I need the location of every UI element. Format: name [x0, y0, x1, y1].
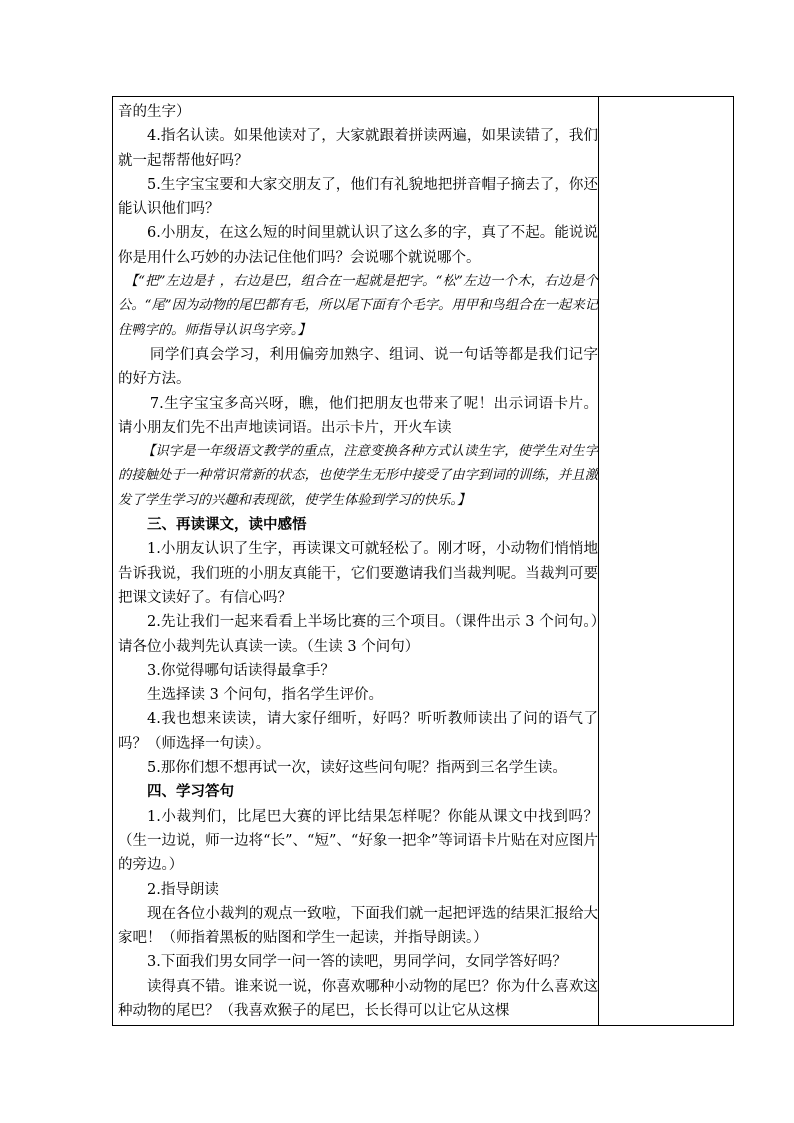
teaching-note-1: 【“把”左边是扌，右边是巴，组合在一起就是把字。“松”左边一个木，右边是个公。“尾”因为动物的尾巴都有毛，所以尾下面有个毛字。用甲和鸟组合在一起来记住鸭字的。师指导认识鸟字旁。】 — [118, 274, 598, 338]
paragraph-14: 2.指导朗读 — [147, 881, 219, 898]
teaching-note-2: 【识字是一年级语文教学的重点，注意变换各种方式认读生字，使学生对生字的接触处于一种常识常新的状态，也使学生无形中接受了由字到词的训练，并且激发了学生学习的兴趣和表现欲，使学生体验到学习的快乐。】 — [118, 444, 598, 508]
paragraph-2: 4.指名认读。如果他读对了，大家就跟着拼读两遍，如果读错了，我们就一起帮帮他好吗？ — [118, 128, 598, 169]
paragraph-3: 5.生字宝宝要和大家交朋友了，他们有礼貌地把拼音帽子摘去了，你还能认识他们吗？ — [118, 176, 598, 218]
table-column-divider — [598, 96, 599, 1026]
paragraph-11: 4.我也想来读读，请大家仔细听，好吗？听听教师读出了问的语气了吗？（师选择一句读）。 — [118, 711, 598, 752]
section-heading-4: 四、学习答句 — [147, 783, 234, 801]
paragraph-7: 1.小朋友认识了生字，再读课文可就轻松了。刚才呀，小动物们悄悄地告诉我说，我们班的小朋友真能干，它们要邀请我们当裁判呢。当裁判可要把课文读好了。有信心吗？ — [118, 541, 598, 606]
lesson-content-cell — [118, 100, 598, 1024]
paragraph-17: 读得真不错。谁来说一说，你喜欢哪种小动物的尾巴？你为什么喜欢这种动物的尾巴？（我喜欢猴子的尾巴，长长得可以让它从这棵 — [118, 978, 598, 1019]
section-heading-3: 三、再读课文，读中感悟 — [147, 516, 307, 534]
paragraph-1: 音的生字） — [118, 104, 191, 120]
paragraph-5: 同学们真会学习，利用偏旁加熟字、组词、说一句话等都是我们记字的好方法。 — [118, 346, 598, 388]
paragraph-10: 生选择读 3 个问句，指名学生评价。 — [147, 687, 383, 704]
paragraph-12: 5.那你们想不想再试一次，读好这些问句呢？指两到三名学生读。 — [147, 760, 567, 777]
paragraph-13: 1.小裁判们，比尾巴大赛的评比结果怎样呢？你能从课文中找到吗？（生一边说，师一边将“长”、“短”、“好象一把伞”等词语卡片贴在对应图片的旁边。） — [118, 808, 598, 874]
paragraph-15: 现在各位小裁判的观点一致啦，下面我们就一起把评选的结果汇报给大家吧！（师指着黑板的贴图和学生一起读，并指导朗读。） — [118, 905, 598, 947]
paragraph-6: 7.生字宝宝多高兴呀，瞧，他们把朋友也带来了呢！出示词语卡片。请小朋友们先不出声地读词语。出示卡片，开火车读 — [118, 395, 598, 436]
paragraph-4: 6.小朋友，在这么短的时间里就认识了这么多的字，真了不起。能说说你是用什么巧妙的办法记住他们吗？会说哪个就说哪个。 — [118, 225, 598, 266]
paragraph-9: 3.你觉得哪句话读得最拿手？ — [147, 662, 335, 679]
paragraph-8: 2.先让我们一起来看看上半场比赛的三个项目。（课件出示 3 个问句。）请各位小裁判先认真读一读。（生读 3 个问句） — [118, 614, 598, 655]
paragraph-16: 3.下面我们男女同学一问一答的读吧，男同学问，女同学答好吗？ — [147, 954, 567, 971]
